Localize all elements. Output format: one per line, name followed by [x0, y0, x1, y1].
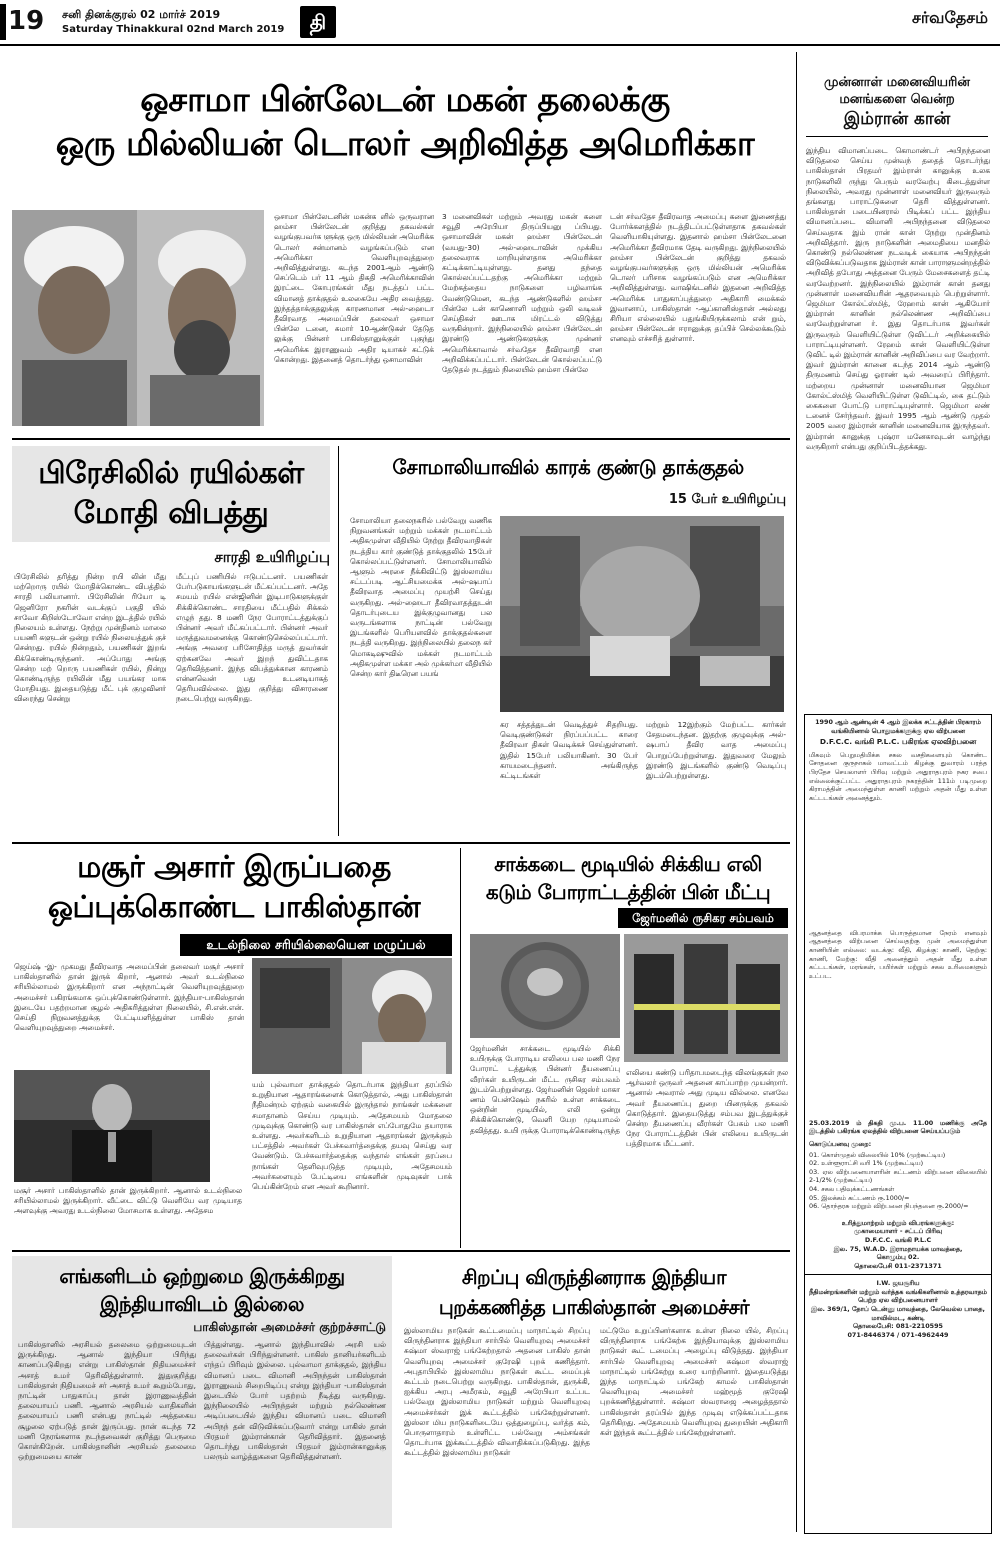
somalia-col2: கர சத்தத்துடன் வெடித்துச் சிதறியது. வெடிகுண்டுகள் நிரப்பப்பட்ட காரை தீவிரவா திகள் வெடிக்கச் செய்துள்ளனர். இதில் 15பேர் பலியாகினர். 30 பேர் காயமடைந்தனர். அங்கிருந்த கட்டிடங்கள் [500, 720, 638, 781]
guest-headline [398, 1262, 790, 1322]
notice-title: 1990 ஆம் ஆண்டின் 4 ஆம் இலக்க சட்டத்தின் பிரகாரம் வங்கியினால் பொதுமக்களுக்கு ஏல விற்பனை [815, 718, 981, 735]
notice-para2: ஆதனத்தை விபரமாக்க பொருத்தமான நேரம் எனவும் ஆதனத்தை விற்பனை செய்வதற்கு முன் அமைந்துள்ள காணியின் எல்லை: வடக்கு: வீதி, கிழக்கு: காணி, தெற்கு: காணி, மேற்கு: வீதி அனைத்தும் அதன் மீது உள்ள கட்டடங்கள், மரங்கள், பயிர்கள் மற்றும் சகல உரிமைகளும் உட்பட. [809, 928, 987, 980]
masood-subhead: உடல்நிலை சரியில்லையென மழுப்பல் [180, 934, 452, 956]
notice-contact-line: D.F.C.C. வங்கி P.L.C [864, 1235, 932, 1244]
unity-col2: பித்துள்ளது. ஆனால் இந்தியாவில் அரசி யல் தலைவர்கள் பிரிந்துள்ளனர். பாகிஸ் தானியர்களிடம் எந்தப் பிரிவும் இல்லை. புல்வாமா தாக்குதல், இந்திய விமானப் படை விமானி அபிநந்தன் பாகிஸ்தான் இராணுவம் சிறைபிடிப்பு என்று இந்தியா -பாகிஸ்தான் இடையில் போர் பதற்றம் நீடித்து வருகிறது. இந்நிலையில் அபிநந்தன் மற்றும் நல்லெண்ண அடிப்படையில் இந்திய விமானப் படை விமானி அபிநந் தன் விடுவிக்கப்படுவார் என்று பாகிஸ் தான் பிரதமர் இம்ரான்கான் தெரிவித்தார். இதனைத் தொடர்ந்து பாகிஸ்தான் பிரதமர் இம்ரான்கானுக்கு பலரும் வாழ்த்துகளை தெரிவித்துள்ளனர். [204, 1340, 386, 1462]
rule-right-column [796, 52, 797, 1532]
rat-col2: எலியை கண்டு பரிதாபமடைந்த விலங்குகள் நல ஆர்வலர் ஒருவர் அதனை காப்பாற்ற முயன்றார். ஆனால் அவரால் அது முடிய வில்லை. எனவே அவர் தீயணைப்பு துறை யினருக்கு தகவல் கொடுத்தார். இதையடுத்து சம்பவ இடத்துக்குச் சென்ற தீயணைப்பு வீரர்கள் பேசும் பல மணி நேர போராட்டத்தின் பின் எலியை உயிருடன் பத்திரமாக மீட்டனர். [626, 1068, 788, 1149]
masood-headline-line1: மசூர் அசார் இருப்பதை [77, 850, 391, 885]
unity-headline-line2: இந்தியாவிடம் இல்லை [99, 1292, 305, 1316]
unity-col1: பாகிஸ்தானில் அரசியல் தலைமை ஒற்றுமையுடன் இருக்கிறது. ஆனால் இந்தியா பிரிந்து காணப்படுகிறது என்று பாகிஸ்தான் நிதியமைச்சர் அசாத் உமர் தெரிவித்துள்ளார். இதுகுறித்து பாகிஸ்தான் நிதியமைச் சர் அசாத் உமர் கூறும்போது, நாட்டின் பாதுகாப்பு தான் இராணுவத்தின் தலையாயப் பணி. ஆனால் அரசியல் வாதிகளின் தலையாயப் பணி என்பது நாட்டில் அத்தகைய சூழலை ஏற்படுத் தான் இருப்பது. நான் கடந்த 72 மணி நேரங்களாக நடந்தவைகள் குறித்து பெருமை கொள்கிறேன். பாகிஸ்தானின் அரசியல் தலைமை ஒற்றுமையை காண் [18, 1340, 196, 1462]
imran-headline-line3: இம்ரான் கான் [843, 109, 951, 129]
notice-auctioneer-name: I.W. ஜயசூரிய [876, 1279, 920, 1288]
section-title: சர்வதேசம் [911, 8, 988, 27]
notice-contact [805, 1215, 991, 1275]
notice-condition: 05. இலக்கம் கட்டணம் ரூ.1000/= [809, 1193, 910, 1202]
osama-col3: டன் சர்வதேச தீவிரவாத அமைப்பு களை இணைத்து போர்க்களத்தில் நடத்திடப்பட்டுள்ளதாக தகவல்கள் வெளியாகியுள்ளது. இதனால் ஹம்சா பின்லேடனை அமெரிக்கா தீவிரமாக தேடி வருகிறது. இந்நிலையில் ஹம்சா பின்லேடன் குறித்து தகவல் வழங்குபவர்களுக்கு ஒரு மில்லியன் அமெரிக்க டொலர் பரிசாக வழங்கப்படும் என அமெரிக்கா அறிவித்துள்ளது. வாஷிங்டனில் இதனை அறிவித்த அமெரிக்க பாதுகாப்புத்துறை அதிகாரி மைக்கல் இவானாப், பாகிஸ்தான் -ஆப்கானிஸ்தான் அல்லது சிரியா எல்லையில் பதுங்கியிருக்கலாம் என் றும், ஹம்சா பின்லேடன் ஈரானுக்கு தப்பிச் செல்லக்கூடும் எனவும் எச்சரித் துள்ளார். [610, 212, 786, 344]
unity-subhead: பாகிஸ்தான் அமைச்சர் குற்றச்சாட்டு [193, 1320, 386, 1334]
notice-conditions-title: கொடுப்பனவு முறை: [809, 1139, 872, 1148]
imran-headline [802, 74, 992, 130]
guest-headline-line1: சிறப்பு விருந்தினராக இந்தியா [461, 1265, 727, 1289]
notice-contact-line: கொழும்பு 02. [876, 1253, 920, 1262]
masood-col2: யம் புல்வாமா தாக்குதல் தொடர்பாக இந்தியா தரப்பில் உறுதியான ஆதாரங்களைக் கொடுத்தால், அது பாகிஸ்தான் நீதிமன்றம் ஏற்கும் வகையில் இருந்தால் நாங்கள் மக்களை சமாதானம் செய்ய முடியும். அதேசமயம் மோதலை முடிவுக்கு கொண்டு வர பாகிஸ்தான் எப்போதுமே தயாராக உள்ளது. அவர்களிடம் உறுதியான ஆதாரங்கள் இருக்கும் பட்சத்தில் அவர்கள் பேச்சுவார்த்தைக்கு தயவு செய்து வர வேண்டும். பேச்சுவார்த்தைக்கு வந்தால் எங்கள் தரப்பை நாங்கள் தெளிவுபடுத்த முடியும், அதேசமயம் அவர்களையும் பேட்டியை எங்களின் முடிவுகள் பாக் பெய்கின்றேம் என அவர் கூறினார். [252, 1080, 452, 1192]
rule-rat [12, 1250, 790, 1252]
masood-headline-line2: ஒப்புக்கொண்ட பாகிஸ்தான் [47, 890, 421, 925]
notice-contact-line: முகாமையாளர் - சட்டப் பிரிவு [854, 1227, 942, 1236]
somalia-col3: மற்றும் 12இற்கும் மேற்பட்ட கார்கள் சேதமடைந்தன. இதற்கு குழுவுக்கு அல்-ஷபாப் தீவிர வாத அமைப்பு பொறுப்பேற்றுள்ளது. இதுவரை மேலும் இரண்டு இடங்களில் குண்டு வெடிப்பு இடம்பெற்றுள்ளது. [646, 720, 786, 781]
masood-photo [252, 958, 452, 1074]
osama-headline [20, 78, 790, 166]
rat-subhead: ஜேர்மனில் ருசிகர சம்பவம் [618, 908, 788, 928]
notice-condition: 02. உள்ளூராட்சி வரி 1% (முற்கூட்டிய) [809, 1159, 924, 1168]
brazil-headline-line1: பிரேசிலில் ரயில்கள் [38, 456, 304, 491]
imran-body: இந்திய விமானப்படை கொமாண்டர் அபிநந்தனை விடுதலை செய்ய முன்வந் ததைத் தொடர்ந்து பாகிஸ்தான் பிரதமர் இம்ரான் கானுக்கு உலக நாடுகளிலி ருந்து பெரும் வரவேற்பு கிடைத்துள்ள நிலையில், அவரது முன்னாள் மனைவியர் இருவரும் தங்களது பாராட்டுகளை தெரி வித்துள்ளனர். பாகிஸ்தான் படையினரால் பிடிக்கப் பட்ட இந்திய விமானப்படை விமானி அபிநந்தனை விடுதலை செய்வதாக இம் ரான் கான் நேற்று முன்தினம் அறிவித்தார். இரு நாடுகளின் அமைதியை மனதில் கொண்டு நல்லெண்ண நடவடிக் கையாக அபிநந்தன் விடுவிக்கப்படுவதாக இம்ரான் கான் பாராளுமன்றத்தில் அறிவித் தபோது அத்தனை பேரும் மேசைகளைத் தட்டி வரவேற்றனர். இந்நிலையில் இம்ரான் கான் தனது முன்னாள் மனைவியரின் ஆதரவையும் பெற்றுள்ளார். ஜெமிமா கோல்ட்ஸ்மித், ரேஹாம் கான் ஆகியோர் இம்ரான் கானின் நல்லெண்ண அறிவிப்பை வரவேற்றுள்ளன ர். இது தொடர்பாக இவர்கள் இருவரும் வெளியிட்டுள்ள டுவிட்டர் அறிக்கையில் பாராட்டியுள்ளனர். ரேஹம் கான் வெளியிட்டுள்ள டுவிட் டில் இம்ரான் கானின் அறிவிப்பை வர வேற்றார். இவர் இம்ரான் கானை கடந்த 2014 ஆம் ஆண்டு திருமணம் செய்து ஓராண் டில் அவரைப் பிரிந்தார். மற்றைய முன்னாள் மனைவியான ஜெமிமா கோல்ட்ஸ்மித் வெளியிட்டுள்ள டுவிட்டில், கை தட்டும் கைகளை போட்டு பாராட்டியுள்ளார். ஜெமிமா லண் டனைச் சேர்ந்தவர். இவர் 1995 ஆம் ஆண்டு முதல் 2005 வரை இம்ரான் கானின் மனைவியாக இருந்தவர். இம்ரான் கானுக்கு புஷ்ரா மனேகாவுடன் வாழ்ந்து வருகிறார் என்பது குறிப்பிடத்தக்கது. [806, 146, 990, 451]
notice-auctioneer [805, 1274, 991, 1343]
guest-headline-line2: புறக்கணித்த பாகிஸ்தான் அமைச்சர் [438, 1295, 750, 1319]
rat-headline-line1: சாக்கடை மூடியில் சிக்கிய எலி [494, 852, 762, 876]
notice-auctioneer-address: இல. 369/1, தோப் டென்னு மாவத்தை, லேவெல்ல பாதை, மாவில்மட, கண்டி [811, 1305, 985, 1322]
notice-para1: மிகவும் பெறுமதிமிக்க சகல வசதிகளையும் கொண்ட சோதனை குருநாகல் மாவட்டம் கிழக்கு துவாரம் பரத்த பிரதேச செயலாளர் பிரிவு மற்றும் அதுராதபுரம் நகர சபை எல்லைக்குட்பட்ட அதுராதபுரம் நகரத்தின் 111ம் படிமுறை கிராமத்தின் அமைந்துள்ள காணி மற்றும் அதன் மீது உள்ள கட்டடங்கள் அனைத்தும். [809, 750, 987, 802]
somalia-photo-art [500, 516, 784, 712]
unity-headline-line1: எங்களிடம் ஒற்றுமை இருக்கிறது [59, 1264, 345, 1288]
notice-condition: 03. ஏல விற்பனையாளரின் கட்டணம் விற்பனை விலையில் 2-1/2% (முற்கூட்டிய) [809, 1167, 987, 1185]
rat-col1: ஜேர்மனின் சாக்கடை மூடியில் சிக்கி உயிருக்கு போராடிய எலியை பல மணி நேர போராட் டத்துக்கு பின்னர் தீயணைப்பு வீரர்கள் உயிருடன் மீட்ட ருசிகர சம்பவம் இடம்பெற்றுள்ளது. ஜேர்மனின் ஜெஸ்ர் மாகா ணம் பென்ஷேம் நகரில் உள்ள சாக்கடை ஒன்றின் மூடியில், எலி ஒன்று சிக்கிக்கொண்டு, வெளி யேற முடியாமல் தவித்தது. உயி ருக்கு போராடிக்கொண்டிருந்த [470, 1044, 620, 1135]
auction-notice [804, 714, 992, 1534]
somalia-headline: சோமாலியாவில் காரக் குண்டு தாக்குதல் [392, 455, 744, 479]
somalia-subhead: 15 பேர் உயிரிழப்பு [668, 492, 786, 507]
brazil-subhead: சாரதி உயிரிழப்பு [214, 548, 330, 566]
osama-col1: ஒசாமா பின்லேடனின் மகன்க ளில் ஒருவரான ஹம்சா பின்லேடன் குறித்து தகவல்கள் வழங்குபவர்க ளுக்கு ஒரு மில்லியன் அமெரிக்க டொலர் சன்மானம் வழங்கப்படும் என அமெரிக்கா வெளியுறவுத்துறை அறிவித்துள்ளது. கடந்த 2001ஆம் ஆண்டு செப்டெம் பர் 11 ஆம் திகதி அமெரிக்காவின் இரட்டை கோபுரங்கள் மீது நடத்தப் பட்ட விமானத் தாக்குதல் உலகையே அதிர வைத்தது. இந்தத்தாக்குதலுக்கு காரணமான அல்-ஹைடா தீவிரவாத அமைப்பின் தலைவர் ஒசாமா பின்லே டனை, சுமார் 10ஆண்டுகள் தேடுத லுக்கு பின்னர் பாகிஸ்தானுக்குள் புகுந்து அமெரிக்க இராணுவம் அதிர டியாகச் சுட்டுக் கொன்றது. இதனைத் தொடர்ந்து ஒசாமாவின் [274, 212, 434, 364]
thinakkural-logo-icon: தி [300, 6, 336, 38]
notice-auction-date: 25.03.2019 ம் திகதி மு.ப. 11.00 மணிக்கு அதே இடத்தில் பகிரங்க ஏலத்தில் விற்பனை செய்யப்படும் [809, 1118, 987, 1136]
masthead-date-english: Saturday Thinakkural 02nd March 2019 [62, 24, 285, 35]
masood-col1: ஜெய்ஷ் -இ- முகமது தீவிரவாத அமைப்பின் தலைவர் மசூர் அசார் பாகிஸ்தானில் தான் இருக் கிறார், ஆனால் அவர் உடல்நிலை சரியில்லாமல் இருக்கிறார் என அந்நாட்டின் வெளியுறவுத்துறை அமைச்சர் பகிரங்கமாக ஒப்புக்கொண்டுள்ளார். இந்தியா-பாகிஸ்தான் இடையே பதற்றமான சூழல் அதிகரித்துள்ள நிலையில், சி.என்.என். செய்தி நிறுவனத்துக்கு பேட்டியளித்துள்ள பாகிஸ் தான் வெளியுறவுத்துறை அமைச்சர். [14, 962, 244, 1033]
notice-auctioneer-phone: 071-8446374 / 071-4962449 [847, 1330, 949, 1339]
osama-photo-art [12, 210, 264, 426]
qureshi-photo-art [14, 1070, 210, 1182]
rat-headline [466, 850, 790, 906]
guest-col2: மட்டுமே உறுப்பினர்களாக உள்ள நிலை யில், சிறப்பு விருந்தினராக பங்கேற்க இந்தியாவுக்கு இஸ்லாமிய நாடுகள் கூட் டமைப்பு அழைப்பு விடுத்தது. இந்தியா சார்பில் வெளியுறவு அமைச்சர் சுஷ்மா ஸ்வராஜ் மாநாட்டில் பங்கேற்று உரை யாற்றினார். இதையடுத்து இந்த மாநாட்டில் பங்கேற் காமல் பாகிஸ்தான் வெளியுறவு அமைச்சர் மஹ்மூத் குரேஷி புறக்கணித்துள்ளார். சுஷ்மா ஸ்வராஜை அழைத்ததால் பாகிஸ்தான் தரப்பில் இந்த முடிவு எடுக்கப்பட்டதாக தெரிகிறது. அதேசமயம் வெளியுறவு துறையின் அதிகாரி கள் இந்தக் கூட்டத்தில் பங்கேற்றுள்ளனர். [600, 1326, 788, 1438]
notice-condition: 01. கொள்முதல் விலையில் 10% (முற்கூட்டிய) [809, 1150, 946, 1159]
rule-masood-vertical [460, 848, 461, 1248]
notice-condition: 06. தொந்தரசு மற்றும் விற்பனை நிபந்தனை ரூ.2000/= [809, 1202, 969, 1211]
notice-auctioneer-phone: தொலைபேசி: 081-2210595 [852, 1322, 944, 1331]
page-number: 19 [8, 6, 45, 36]
masthead-bar [0, 4, 6, 40]
osama-col2: 3 மனைவிகள் மற்றும் அவரது மகன் களை சவூதி அரேபியா திருப்பியனு ப்பியது. ஒசாமாவின் மகன் ஹம்சா பின்லேடன் (வயது-30) அல்-ஹைடாவின் முக்கிய தலைவராக மாறியுள்ளதாக அமெரிக்கா சுட்டிக்காட்டியுள்ளது. தனது தந்தை கொல்லப்பட்டதற்கு அமெரிக்கா மற்றும் மேற்கத்தைய நாடுகளை பழிவாங்க வேண்டுமென, கடந்த ஆண்டுகளில் ஹம்சா பின்லே டன் காணொளி மற்றும் ஒலி வடிவச் செய்திகள் ஊடாக மிரட்டல் விடுத்து வருகின்றார். இந்நிலையில் ஹம்சா பின்லேடன் இரண்டு ஆண்டுகளுக்கு முன்னர் அமெரிக்காவால் சர்வதேச தீவிரவாதி என அறிவிக்கப்பட்டார். பின்லேடன் கொல்லப்பட்டு தேடுதல் நடத்தும் நிலையில் ஹம்சா பின்லே [442, 212, 602, 375]
osama-headline-line2: ஒரு மில்லியன் டொலர் அறிவித்த அமெரிக்கா [55, 124, 755, 164]
rat-headline-line2: கடும் போராட்டத்தின் பின் மீட்பு [485, 880, 771, 904]
notice-auctioneer-sub: நீதிமன்றங்களின் மற்றும் வர்த்தக வங்கிகளினால் உத்தரவாதம் பெற்ற ஏல விற்பனையாளர் [809, 1287, 987, 1305]
rat-photo-2 [624, 934, 788, 1062]
somalia-photo [500, 516, 784, 712]
imran-headline-line2: மனங்களை வென்ற [839, 92, 955, 107]
rule-brazil-vertical [338, 446, 339, 836]
notice-condition: 04. சகல பதிவுக்கட்டணங்கள் [809, 1184, 895, 1193]
masthead-rule [0, 44, 1000, 46]
brazil-col1: பிரேசிலில் தரித்து நின்ற ரயி லின் மீது மற்றொரு ரயில் மோதிக்கொண்ட விபத்தில் சாரதி பலியானார். பிரேசிலின் ரியோ டி ஜெனிரோ நகரின் வடக்குப் பகுதி யில் சாவோ கிறிஸ்டோவோ என்ற இடத்தில் ரயில் நிலையம் உள்ளது. நேற்று முன்தினம் மாலை பயணி களுடன் ஒன்று ரயில் நிலையத்துக் குச் சென்றது. ரயில் நின்றதும், பயணிகள் இறங் கிக்கொண்டிருந்தனர். அப்போது அங்கு சென்ற மற் றொரு பயணிகள் ரயில், நின்று கொண்டிருந்த ரயிலின் மீது பயங்கர மாக மோதியது. இதையடுத்து மீட் புக் குழுவினர் விரைந்து சென்று [14, 572, 166, 704]
masood-caption: மசூர் அசார் பாகிஸ்தானில் தான் இருக்கிறார். ஆனால் உடல்நிலை சரியில்லாமல் இருக்கிறார். வீட்டை விட்டு வெளியே வர முடியாத அளவுக்கு அவரது உடல்நிலை மோசமாக உள்ளது. அதேசம [14, 1186, 242, 1216]
notice-conditions-list [805, 1149, 991, 1215]
osama-headline-line1: ஒசாமா பின்லேடன் மகன் தலைக்கு [140, 80, 670, 120]
notice-bank: D.F.C.C. வங்கி P.L.C. பகிரங்க ஏலவிற்பனை [819, 738, 977, 747]
qureshi-photo [14, 1070, 210, 1182]
brazil-headline-box [12, 446, 330, 542]
rat-photo-2-art [624, 934, 788, 1062]
rule-somalia [12, 842, 790, 844]
somalia-col1: சோமாலியா தலைநகரில் பல்வேறு வணிக நிறுவனங்கள் மற்றும் மக்கள் நடமாட்டம் அதிகமுள்ள வீதியில் நேற்று தீவிரவாதிகள் நடத்திய கார் குண்டுத் தாக்குதலில் 15பேர் கொல்லப்பட்டுள்ளனர். சோமாலியாவில் ஆளும் அரசை நீக்கிவிட்டு இஸ்லாமிய சட்டப்படி ஆட்சியமைக்க அல்-ஷபாப் தீவிரவாத அமைப்பு முயற்சி செய்து வருகிறது. அல்-ஹைடா தீவிரவாதத்துடன் தொடர்புடைய இக்குழுவானது பல வருடங்களாக நாட்டின் பல்வேறு இடங்களில் பெரியளவில் தாக்குதல்களை நடத்தி வருகிறது. இந்நிலையில் தலைந கர் மொகடிஷுவில் மக்கள் நடமாட்டம் அதிகமுள்ள மக்கா அல் முக்கர்மா வீதியில் சென்ற கார் திடீரென பயங் [350, 516, 492, 679]
masood-headline [14, 848, 454, 928]
imran-headline-line1: முன்னாள் மனைவியரின் [824, 75, 970, 90]
notice-contact-line: இல. 75, W.A.D. இராமநாயக்க மாவத்தை, [833, 1244, 963, 1253]
rat-photo-1-art [470, 934, 620, 1038]
masthead [0, 0, 1000, 46]
unity-headline [14, 1262, 390, 1318]
notice-contact-title: உரித்துமாற்றம் மற்றும் விபரங்களுக்கு: [841, 1218, 955, 1227]
brazil-headline-line2: மோதி விபத்து [73, 496, 269, 531]
imran-rule [806, 136, 988, 137]
masood-photo-art [252, 958, 452, 1074]
osama-photo [12, 210, 264, 426]
brazil-col2: மீட்புப் பணியில் ஈடுபட்டனர். பயணிகள் பேர்படுகாயங்களுடன் மீட்கப்பட்டனர். அதே சமயம் ரயில் என்ஜினின் இடிபாடுகளுக்குள் சிக்கிக்கொண்ட சாரதியை மீட்பதில் சிக்கல் எழுந் தது. 8 மணி நேர போராட்டத்துக்குப் பின்னர் அவர் மீட்கப்பட்டார். பின்னர் அவர் மருத்துவமனைக்கு கொண்டுசெல்லப்பட்டார். அங்கு அவரை பரிசோதித்த மருத் துவர்கள் ஏற்கனவே அவர் இறந் துவிட்டதாக தெரிவித்தனர். இந்த விபத்துக்கான காரணம் என்னவென் பது உடனடியாகத் தெரியவில்லை. இது குறித்து விசாரணை நடைபெற்று வருகிறது. [176, 572, 328, 704]
masthead-date-tamil: சனி தினக்குரல் 02 மார்ச் 2019 [62, 8, 221, 21]
rat-photo-1 [470, 934, 620, 1038]
guest-col1: இஸ்லாமிய நாடுகள் கூட்டமைப்பு மாநாட்டில் சிறப்பு விருந்தினராக இந்தியா சார்பில் வெளியுறவு அமைச்சர் சுஷ்மா ஸ்வராஜ் பங்கேற்றதால் அதனை பாகிஸ் தான் வெளியுறவு அமைச்சர் குரேஷி புறக் கணித்தார். அபுதாபியில் இஸ்லாமிய நாடுகள் கூட்ட மைப்புக் கூட்டம் நடைபெற்று வருகிறது. பாகிஸ்தான், துருக்கி, ஐக்கிய அரபு அமீரகம், சவூதி அரேபியா உட்பட பல்வேறு இஸ்லாமிய நாடுகள் மற்றும் வெளியுறவு அமைச்சர்கள் இக் கூட்டத்தில் பங்கேற்றுள்ளனர். இஸ்லா மிய நாடுகளிடையே ஒத்துழைப்பு, வர்த்த கம், பொருளாதாரம் உள்ளிட்ட பல்வேறு அம்சங்கள் தொடர்பாக இக்கூட்டத்தில் விவாதிக்கப்படுகிறது. இந்த கூட்டத்தில் இஸ்லாமிய நாடுகள் [404, 1326, 590, 1458]
rule-osama [12, 438, 790, 440]
notice-contact-line: தொலைபேசி 011-2371371 [854, 1261, 942, 1270]
